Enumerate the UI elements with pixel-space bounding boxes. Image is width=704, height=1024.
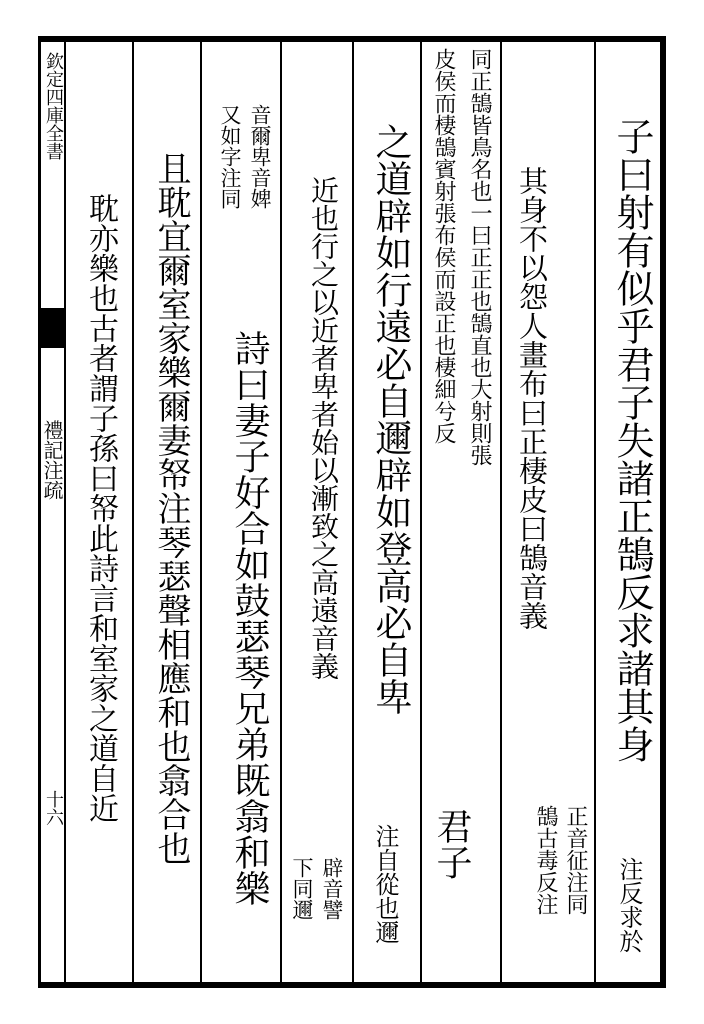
column-rule [280, 42, 282, 982]
annotation-text: 皮侯而棲鵠賓射張布侯而設正也棲細兮反 [431, 48, 456, 444]
main-text: 子曰射有似乎君子失諸正鵠反求諸其身 [610, 116, 654, 763]
annotation: 音爾卑音婢 [248, 103, 272, 209]
page-number: 十六 [43, 790, 64, 826]
book-title: 禮記注疏 [40, 420, 64, 500]
main-text: 詩曰妻子好合如鼓瑟琴兄弟既翕和樂 [229, 330, 270, 906]
main-text: 之道辟如行遠必自邇辟如登高必自卑 [369, 123, 412, 715]
annotation: 正音征注同 [563, 805, 588, 915]
text-column-5 [358, 48, 418, 978]
annotation-pair [288, 808, 348, 968]
column-rule [200, 42, 202, 982]
annotation-pair [208, 56, 278, 256]
main-text: 且耽宜爾室家樂爾妻帑注琴瑟聲相應和也翕合也 [151, 151, 191, 865]
annotation: 下同邇 [290, 856, 314, 920]
column-rule [500, 42, 502, 982]
annotation: 辟音譬 [320, 856, 344, 920]
main-text: 近也行之以近者卑者始以漸致之高遠音義 [307, 176, 340, 680]
fish-tail-mark [38, 308, 64, 348]
column-rule [420, 42, 422, 982]
text-column-4 [426, 48, 472, 978]
text-column-1 [602, 48, 658, 978]
annotation: 注反求於 [615, 856, 643, 953]
column-rule [352, 42, 354, 982]
text-column-9 [72, 48, 130, 978]
text-column-8 [140, 48, 198, 978]
annotation-pair [508, 750, 592, 970]
column-rule [594, 42, 596, 982]
main-text: 其身不以怨人畫布曰正棲皮曰鵠音義 [515, 166, 549, 630]
main-text: 耽亦樂也古者謂子孫曰帑此詩言和室家之道自近 [83, 193, 118, 823]
main-text: 君子 [431, 808, 472, 880]
annotation: 鵠古毒反注 [533, 805, 558, 915]
text-column-7 [218, 268, 274, 968]
annotation-text: 同正鵠皆鳥名也一曰正正也鵠直也大射則張 [467, 48, 492, 466]
spine-title: 欽定四庫全書 [43, 52, 64, 160]
bottom-border [38, 982, 666, 988]
annotation: 又如字注同 [218, 103, 242, 209]
column-rule [132, 42, 134, 982]
annotation: 注自從也邇 [371, 824, 399, 944]
right-border [660, 36, 666, 988]
